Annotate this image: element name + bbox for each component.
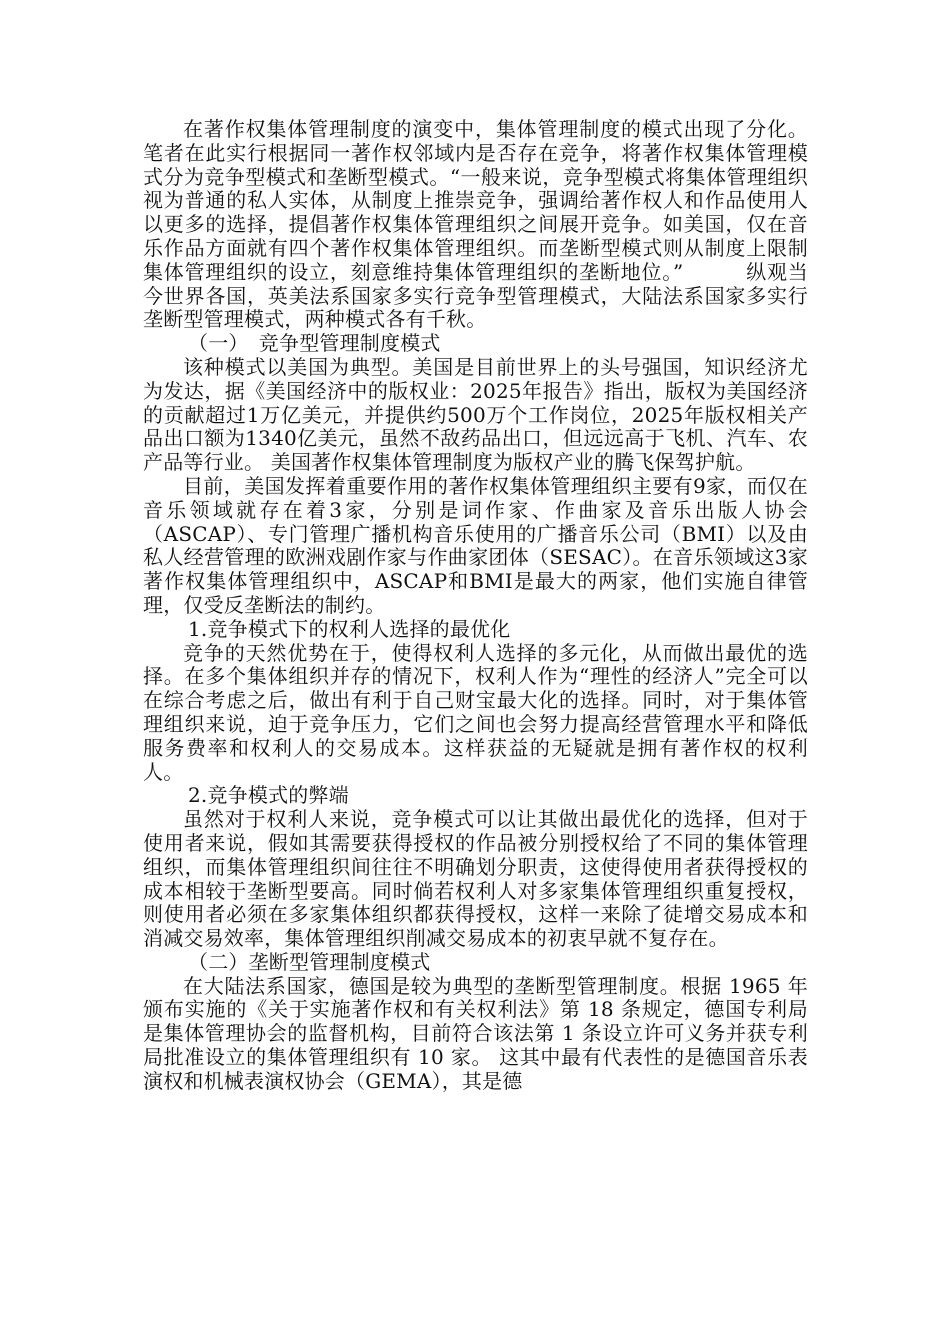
subheading-competition-drawbacks: 2.竞争模式的弊端 xyxy=(188,783,349,808)
section-heading-competitive-model: （一） 竞争型管理制度模式 xyxy=(188,331,441,356)
subheading-rightholder-choice: 1.竞争模式下的权利人选择的最优化 xyxy=(188,616,511,641)
section-heading-monopoly-model: （二）垄断型管理制度模式 xyxy=(188,949,431,974)
intro-paragraph: 在著作权集体管理制度的演变中，集体管理制度的模式出现了分化。笔者在此实行根据同一著作权邻域内是否存在竞争，将著作权集体管理模式分为竞争型模式和垄断型模式。“一般来说，竞争型模式将集体管理组织视为普通的私人实体，从制度上推崇竞争，强调给著作权人和作品使用人以更多的选择，提倡著作权集体管理组织之间展开竞争。如美国，仅在音乐作品方面就有四个著作权集体管理组织。而垄断型模式则从制度上限制集体管理组织的设立，刻意维持集体管理组织的垄断地位。” 纵观当今世界各国，英美法系国家多实行竞争型管理模式，大陆法系国家多实行垄断型管理模式，两种模式各有千秋。 xyxy=(143,117,808,332)
competition-drawbacks-paragraph: 虽然对于权利人来说，竞争模式可以让其做出最优化的选择，但对于使用者来说，假如其需要获得授权的作品被分别授权给了不同的集体管理组织，而集体管理组织间往往不明确划分职责，这使得使用者获得授权的成本相较于垄断型要高。同时倘若权利人对多家集体管理组织重复授权，则使用者必须在多家集体组织都获得授权，这样一来除了徒增交易成本和消减交易效率，集体管理组织削减交易成本的初衷早就不复存在。 xyxy=(143,807,808,951)
us-organizations-paragraph: 目前，美国发挥着重要作用的著作权集体管理组织主要有9家，而仅在音乐领域就存在着3家，分别是词作家、作曲家及音乐出版人协会 （ASCAP）、专门管理广播机构音乐使用的广播音乐公司（BMI）以及由私人经营管理的欧洲戏剧作家与作曲家团体（SESAC）。在音乐领域这3家著作权集体管理组织中，ASCAP和BMI是最大的两家，他们实施自律管理，仅受反垄断法的制约。 xyxy=(143,473,829,617)
germany-model-paragraph: 在大陆法系国家，德国是较为典型的垄断型管理制度。根据 1965 年颁布实施的《关于实施著作权和有关权利法》第 18 条规定，德国专利局是集体管理协会的监督机构，目前符合该法第 1 条设立许可义务并获专利局批准设立的集体管理组织有 10 家。 这其中最有代表性的是德国音乐表演权和机械表演权协会（GEMA），其是德 xyxy=(143,973,808,1093)
us-model-paragraph: 该种模式以美国为典型。美国是目前世界上的头号强国，知识经济尤为发达，据《美国经济中的版权业：2025年报告》指出，版权为美国经济的贡献超过1万亿美元，并提供约500万个工作岗位，2025年版权相关产品出口额为1340亿美元，虽然不敌药品出口，但远远高于飞机、汽车、农产品等行业。 美国著作权集体管理制度为版权产业的腾飞保驾护航。 xyxy=(143,354,808,475)
competition-advantage-paragraph: 竞争的天然优势在于，使得权利人选择的多元化，从而做出最优的选择。在多个集体组织并存的情况下，权利人作为“理性的经济人”完全可以在综合考虑之后，做出有利于自己财宝最大化的选择。同时，对于集体管理组织来说，迫于竞争压力，它们之间也会努力提高经营管理水平和降低服务费率和权利人的交易成本。这样获益的无疑就是拥有著作权的权利人。 xyxy=(143,640,808,784)
document-body xyxy=(143,117,829,1094)
